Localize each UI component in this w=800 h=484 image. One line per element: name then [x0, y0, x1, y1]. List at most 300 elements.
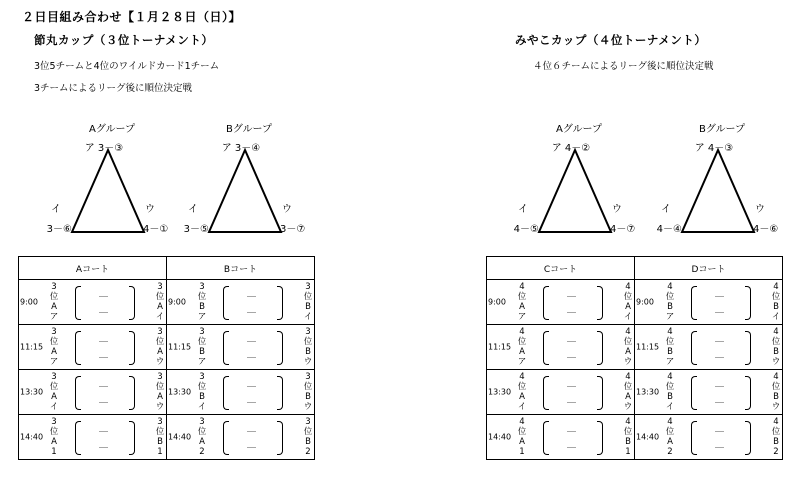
schedule-table	[18, 256, 315, 460]
court-header: Bコート	[167, 257, 315, 280]
match-cell	[635, 370, 782, 414]
team-left-label	[517, 372, 527, 412]
court-header: Dコート	[635, 257, 783, 280]
match-cell	[19, 325, 166, 369]
team-label-char: B	[773, 302, 779, 312]
team-left-label	[517, 282, 527, 322]
score-blank: ＿	[247, 424, 257, 434]
team-left-label	[665, 327, 675, 367]
match-cell	[167, 325, 314, 369]
match-cell	[19, 415, 166, 459]
cup-note: 3チームによるリーグ後に順位決定戦	[34, 83, 193, 94]
score-bracket-right	[597, 286, 603, 320]
score-blank: ＿	[99, 334, 109, 344]
team-label-char: 3	[305, 417, 311, 427]
score-blank: ＿	[99, 305, 109, 315]
match-cell	[19, 280, 166, 324]
match-cell	[167, 370, 314, 414]
group-bottom-right-team: 4－⑦	[610, 224, 636, 235]
team-label-char: 位	[517, 427, 527, 437]
score-bracket-left	[543, 376, 549, 410]
team-label-char: B	[199, 302, 205, 312]
team-label-char: 4	[625, 327, 631, 337]
score-bracket-left	[75, 331, 81, 365]
team-label-char: B	[667, 392, 673, 402]
match-time: 9:00	[168, 297, 186, 307]
score-bracket-left	[75, 376, 81, 410]
team-label-char: 4	[773, 327, 779, 337]
score-bracket-left	[691, 421, 697, 455]
group-top-team: ア 3－④	[221, 143, 261, 154]
score-bracket-right	[129, 286, 135, 320]
team-label-char: ウ	[623, 357, 633, 367]
group-left-kana: イ	[51, 204, 61, 215]
group-bottom-left-team: 4－④	[656, 224, 682, 235]
team-label-char: 位	[623, 427, 633, 437]
score-bracket-left	[691, 286, 697, 320]
table-row	[487, 415, 783, 460]
team-label-char: 4	[519, 327, 525, 337]
team-label-char: B	[305, 392, 311, 402]
team-label-char: A	[51, 437, 57, 447]
team-label-char: B	[667, 347, 673, 357]
team-right-label	[303, 282, 313, 322]
team-label-char: 3	[51, 327, 57, 337]
score-blank: ＿	[567, 334, 577, 344]
score-bracket-left	[543, 331, 549, 365]
team-label-char: A	[157, 392, 163, 402]
team-label-char: ア	[49, 312, 59, 322]
score-blank: ＿	[247, 395, 257, 405]
score-bracket-right	[277, 286, 283, 320]
score-blank: ＿	[715, 424, 725, 434]
score-bracket-left	[223, 376, 229, 410]
score-bracket-right	[277, 331, 283, 365]
team-label-char: 位	[771, 292, 781, 302]
team-left-label	[197, 417, 207, 457]
team-label-char: A	[519, 437, 525, 447]
match-time: 9:00	[20, 297, 38, 307]
team-label-char: 3	[157, 372, 163, 382]
page-title: ２日目組み合わせ【１月２８日（日）】	[22, 10, 242, 24]
score-blank: ＿	[247, 440, 257, 450]
group-bottom-left-team: 4－⑤	[513, 224, 539, 235]
team-label-char: 位	[623, 292, 633, 302]
team-right-label	[155, 417, 165, 457]
team-label-char: 位	[303, 292, 313, 302]
group-left-kana: イ	[661, 204, 671, 215]
match-time: 11:15	[636, 342, 660, 352]
score-blank: ＿	[715, 289, 725, 299]
group-bottom-left-team: 3－⑤	[183, 224, 209, 235]
score-bracket-left	[223, 286, 229, 320]
team-label-char: 位	[155, 427, 165, 437]
team-label-char: 位	[155, 292, 165, 302]
table-row	[19, 415, 315, 460]
team-label-char: 4	[667, 327, 673, 337]
score-bracket-left	[75, 421, 81, 455]
team-label-char: 4	[667, 417, 673, 427]
group-bottom-right-team: 3－⑦	[280, 224, 306, 235]
team-left-label	[517, 327, 527, 367]
match-time: 13:30	[168, 387, 192, 397]
team-label-char: 位	[155, 382, 165, 392]
team-left-label	[49, 327, 59, 367]
group-label: Aグループ	[555, 124, 603, 135]
team-label-char: B	[667, 302, 673, 312]
team-label-char: ア	[665, 357, 675, 367]
table-row	[487, 280, 783, 325]
team-label-char: 位	[665, 292, 675, 302]
cup-note: 3位5チームと4位のワイルドカード1チーム	[34, 61, 220, 72]
score-blank: ＿	[715, 440, 725, 450]
group-top-team: ア 4－②	[551, 143, 591, 154]
match-time: 14:40	[636, 432, 660, 442]
match-cell	[635, 415, 782, 459]
team-label-char: イ	[623, 312, 633, 322]
score-blank: ＿	[567, 350, 577, 360]
group-bottom-left-team: 3－⑥	[46, 224, 72, 235]
team-label-char: B	[305, 347, 311, 357]
team-left-label	[665, 372, 675, 412]
team-right-label	[771, 327, 781, 367]
team-label-char: 位	[197, 337, 207, 347]
team-label-char: A	[51, 347, 57, 357]
score-blank: ＿	[247, 305, 257, 315]
table-row	[487, 370, 783, 415]
team-right-label	[303, 327, 313, 367]
team-label-char: 4	[625, 417, 631, 427]
team-label-char: 4	[773, 417, 779, 427]
court-header: Cコート	[487, 257, 635, 280]
team-label-char: 位	[197, 382, 207, 392]
team-label-char: ウ	[303, 357, 313, 367]
team-label-char: 3	[199, 282, 205, 292]
team-label-char: A	[157, 302, 163, 312]
score-blank: ＿	[99, 424, 109, 434]
score-bracket-right	[745, 286, 751, 320]
team-label-char: 4	[625, 372, 631, 382]
team-right-label	[623, 327, 633, 367]
team-right-label	[155, 372, 165, 412]
score-blank: ＿	[715, 395, 725, 405]
score-blank: ＿	[567, 440, 577, 450]
team-label-char: 4	[519, 372, 525, 382]
team-right-label	[155, 282, 165, 322]
score-blank: ＿	[567, 395, 577, 405]
team-label-char: ウ	[771, 357, 781, 367]
team-label-char: ウ	[155, 357, 165, 367]
team-label-char: 2	[773, 447, 779, 457]
team-label-char: 3	[51, 372, 57, 382]
match-cell	[487, 370, 634, 414]
team-label-char: 4	[625, 282, 631, 292]
team-label-char: 3	[199, 327, 205, 337]
team-label-char: A	[157, 347, 163, 357]
match-cell	[635, 280, 782, 324]
score-bracket-left	[543, 286, 549, 320]
team-label-char: 位	[623, 337, 633, 347]
score-blank: ＿	[715, 350, 725, 360]
team-label-char: ウ	[623, 402, 633, 412]
score-bracket-left	[223, 421, 229, 455]
team-label-char: 3	[157, 417, 163, 427]
score-bracket-right	[129, 376, 135, 410]
score-blank: ＿	[247, 350, 257, 360]
team-label-char: 3	[199, 417, 205, 427]
team-label-char: イ	[665, 402, 675, 412]
team-label-char: 位	[197, 292, 207, 302]
match-time: 11:15	[168, 342, 192, 352]
match-cell	[487, 325, 634, 369]
team-label-char: ア	[517, 357, 527, 367]
group-label: Bグループ	[698, 124, 746, 135]
match-cell	[19, 370, 166, 414]
team-label-char: A	[519, 302, 525, 312]
team-label-char: 位	[49, 427, 59, 437]
cup-note: ４位６チームによるリーグ後に順位決定戦	[533, 61, 714, 72]
score-blank: ＿	[567, 424, 577, 434]
team-label-char: 位	[49, 292, 59, 302]
team-label-char: 4	[667, 372, 673, 382]
team-label-char: 位	[49, 382, 59, 392]
team-label-char: 4	[667, 282, 673, 292]
match-time: 14:40	[488, 432, 512, 442]
match-cell	[635, 325, 782, 369]
team-label-char: 2	[305, 447, 311, 457]
team-label-char: イ	[517, 402, 527, 412]
team-label-char: B	[199, 392, 205, 402]
table-row	[19, 280, 315, 325]
triangle-icon	[68, 146, 158, 236]
team-label-char: ア	[49, 357, 59, 367]
team-left-label	[49, 372, 59, 412]
team-label-char: A	[199, 437, 205, 447]
score-bracket-right	[597, 331, 603, 365]
group-right-kana: ウ	[282, 204, 292, 215]
group-bottom-right-team: 4－⑥	[753, 224, 779, 235]
team-label-char: A	[51, 302, 57, 312]
group-label: Aグループ	[88, 124, 136, 135]
team-label-char: 位	[517, 382, 527, 392]
team-label-char: ウ	[303, 402, 313, 412]
match-time: 11:15	[488, 342, 512, 352]
group-right-kana: ウ	[145, 204, 155, 215]
score-blank: ＿	[715, 334, 725, 344]
team-label-char: 位	[665, 337, 675, 347]
team-left-label	[665, 282, 675, 322]
team-label-char: ウ	[771, 402, 781, 412]
team-label-char: 4	[519, 417, 525, 427]
cup-title-fushimaru: 節丸カップ（３位トーナメント）	[34, 33, 214, 47]
team-label-char: 位	[197, 427, 207, 437]
group-right-kana: ウ	[612, 204, 622, 215]
score-bracket-left	[75, 286, 81, 320]
team-label-char: 3	[305, 327, 311, 337]
team-label-char: B	[157, 437, 163, 447]
group-top-team: ア 3－③	[84, 143, 124, 154]
team-label-char: B	[773, 347, 779, 357]
team-label-char: ア	[197, 357, 207, 367]
team-label-char: 3	[305, 372, 311, 382]
score-blank: ＿	[99, 350, 109, 360]
match-time: 11:15	[20, 342, 44, 352]
match-time: 14:40	[20, 432, 44, 442]
team-label-char: イ	[303, 312, 313, 322]
team-left-label	[49, 282, 59, 322]
team-label-char: イ	[49, 402, 59, 412]
team-right-label	[623, 372, 633, 412]
score-bracket-right	[277, 376, 283, 410]
team-right-label	[623, 417, 633, 457]
score-bracket-right	[129, 331, 135, 365]
court-header: Aコート	[19, 257, 167, 280]
score-blank: ＿	[247, 334, 257, 344]
team-label-char: 3	[157, 282, 163, 292]
team-label-char: B	[773, 392, 779, 402]
team-label-char: B	[625, 437, 631, 447]
match-cell	[167, 415, 314, 459]
team-label-char: 位	[155, 337, 165, 347]
team-right-label	[155, 327, 165, 367]
team-label-char: 4	[773, 372, 779, 382]
triangle-icon	[678, 146, 768, 236]
team-right-label	[303, 417, 313, 457]
score-bracket-left	[543, 421, 549, 455]
score-bracket-right	[597, 376, 603, 410]
team-label-char: 位	[623, 382, 633, 392]
team-label-char: イ	[155, 312, 165, 322]
match-cell	[487, 280, 634, 324]
score-bracket-left	[223, 331, 229, 365]
team-label-char: 位	[771, 337, 781, 347]
match-time: 9:00	[636, 297, 654, 307]
group-bottom-right-team: 4－①	[143, 224, 169, 235]
team-label-char: A	[519, 392, 525, 402]
table-row	[19, 370, 315, 415]
team-label-char: A	[519, 347, 525, 357]
team-label-char: 位	[303, 337, 313, 347]
score-blank: ＿	[99, 289, 109, 299]
match-time: 13:30	[636, 387, 660, 397]
team-label-char: 位	[771, 427, 781, 437]
team-label-char: ア	[517, 312, 527, 322]
team-label-char: 1	[157, 447, 163, 457]
match-cell	[487, 415, 634, 459]
score-blank: ＿	[567, 305, 577, 315]
team-label-char: 4	[519, 282, 525, 292]
triangle-icon	[205, 146, 295, 236]
group-right-kana: ウ	[755, 204, 765, 215]
team-label-char: 3	[199, 372, 205, 382]
score-blank: ＿	[247, 289, 257, 299]
score-blank: ＿	[247, 379, 257, 389]
team-right-label	[771, 372, 781, 412]
match-cell	[167, 280, 314, 324]
team-label-char: 位	[517, 337, 527, 347]
team-label-char: 2	[667, 447, 673, 457]
team-label-char: B	[199, 347, 205, 357]
group-left-kana: イ	[188, 204, 198, 215]
team-label-char: ウ	[155, 402, 165, 412]
team-label-char: A	[625, 347, 631, 357]
score-bracket-right	[745, 376, 751, 410]
team-left-label	[517, 417, 527, 457]
score-blank: ＿	[715, 305, 725, 315]
team-label-char: 3	[51, 282, 57, 292]
match-time: 9:00	[488, 297, 506, 307]
score-bracket-right	[277, 421, 283, 455]
team-label-char: 1	[51, 447, 57, 457]
score-bracket-left	[691, 331, 697, 365]
table-row	[487, 325, 783, 370]
match-time: 14:40	[168, 432, 192, 442]
group-label: Bグループ	[225, 124, 273, 135]
team-left-label	[197, 327, 207, 367]
team-left-label	[197, 372, 207, 412]
team-label-char: 位	[665, 427, 675, 437]
team-label-char: B	[305, 437, 311, 447]
team-label-char: A	[51, 392, 57, 402]
score-blank: ＿	[567, 289, 577, 299]
score-bracket-left	[691, 376, 697, 410]
team-label-char: ア	[665, 312, 675, 322]
score-blank: ＿	[99, 379, 109, 389]
team-label-char: A	[625, 302, 631, 312]
team-label-char: 3	[157, 327, 163, 337]
score-bracket-right	[597, 421, 603, 455]
score-blank: ＿	[715, 379, 725, 389]
group-top-team: ア 4－③	[694, 143, 734, 154]
cup-title-miyako: みやこカップ（４位トーナメント）	[515, 33, 707, 47]
match-time: 13:30	[20, 387, 44, 397]
team-left-label	[197, 282, 207, 322]
team-right-label	[623, 282, 633, 322]
team-label-char: 位	[665, 382, 675, 392]
team-label-char: 位	[303, 427, 313, 437]
team-label-char: イ	[197, 402, 207, 412]
team-label-char: 位	[303, 382, 313, 392]
team-right-label	[771, 417, 781, 457]
team-label-char: ア	[197, 312, 207, 322]
team-label-char: A	[667, 437, 673, 447]
team-right-label	[771, 282, 781, 322]
schedule-table	[486, 256, 783, 460]
team-label-char: 位	[49, 337, 59, 347]
score-blank: ＿	[99, 395, 109, 405]
score-blank: ＿	[567, 379, 577, 389]
score-bracket-right	[745, 331, 751, 365]
team-label-char: 1	[625, 447, 631, 457]
team-label-char: 位	[517, 292, 527, 302]
group-left-kana: イ	[518, 204, 528, 215]
score-bracket-right	[745, 421, 751, 455]
team-left-label	[665, 417, 675, 457]
score-blank: ＿	[99, 440, 109, 450]
team-label-char: 2	[199, 447, 205, 457]
team-label-char: 4	[773, 282, 779, 292]
match-time: 13:30	[488, 387, 512, 397]
table-row	[19, 325, 315, 370]
team-label-char: B	[305, 302, 311, 312]
team-label-char: イ	[771, 312, 781, 322]
team-label-char: B	[773, 437, 779, 447]
score-bracket-right	[129, 421, 135, 455]
team-left-label	[49, 417, 59, 457]
team-label-char: 3	[51, 417, 57, 427]
team-label-char: 位	[771, 382, 781, 392]
triangle-icon	[535, 146, 625, 236]
